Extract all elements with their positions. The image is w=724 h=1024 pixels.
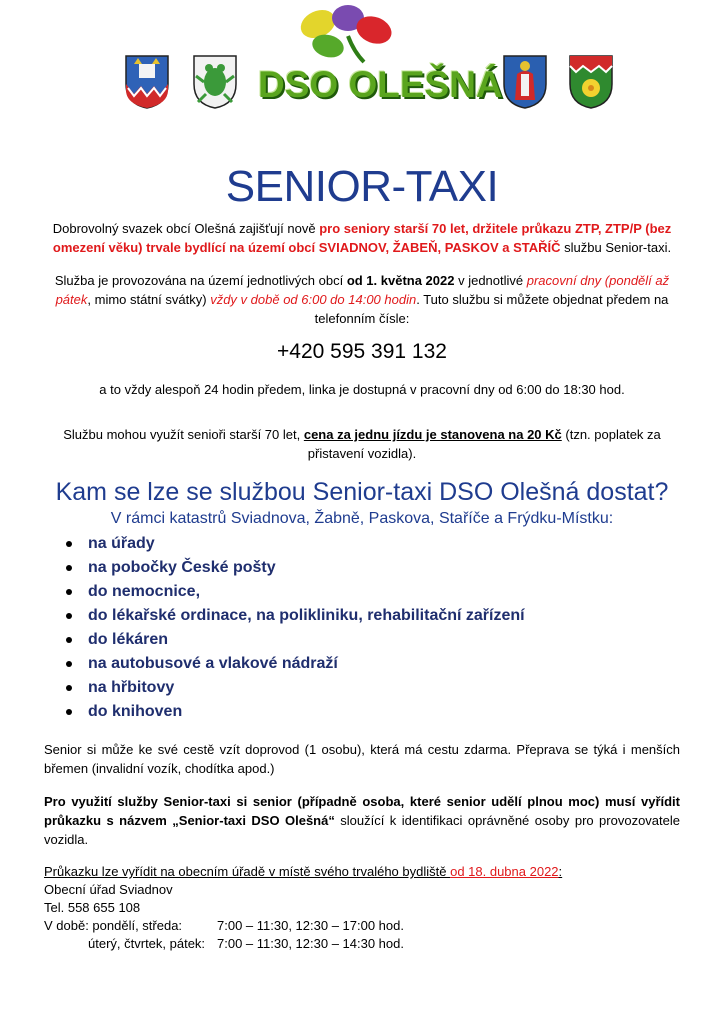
clover-logo-icon xyxy=(290,4,400,66)
logo-text: DSO OLEŠNÁ xyxy=(258,64,503,105)
service-text-h: . Tuto službu si můžete objednat předem na xyxy=(416,292,669,307)
price-text-c: (tzn. poplatek za xyxy=(561,427,661,442)
intro-paragraph xyxy=(30,219,694,257)
office-hours-1-value: 7:00 – 11:30, 12:30 – 17:00 hod. xyxy=(217,918,404,933)
intro-municipalities: omezení věku) trvale bydlící na území obcí SVIADNOV, ŽABEŇ, PASKOV a STAŘÍČ xyxy=(52,240,561,255)
price-paragraph xyxy=(30,425,694,463)
office-intro-text: Průkazku lze vyřídit na obecním úřadě v místě svého trvalého bydliště xyxy=(44,864,451,879)
office-name: Obecní úřad Sviadnov xyxy=(44,882,173,897)
office-hours-2-label: úterý, čtvrtek, pátek: xyxy=(88,936,206,951)
destinations-list xyxy=(66,532,525,724)
office-tel: Tel. 558 655 108 xyxy=(44,900,141,915)
list-item: na pobočky České pošty xyxy=(66,556,525,580)
service-text-f: , mimo státní svátky) xyxy=(87,292,211,307)
service-text-a: Služba je provozována na území jednotlivých obcí xyxy=(54,273,347,288)
service-paragraph xyxy=(30,271,694,328)
destinations-heading: Kam se lze se službou Senior-taxi DSO Olešná dostat? xyxy=(55,478,669,506)
list-item: do lékáren xyxy=(66,628,525,652)
office-colon: : xyxy=(558,864,563,879)
service-start-date: od 1. května 2022 xyxy=(346,273,455,288)
sviadnov-coat-of-arms-icon xyxy=(124,54,170,110)
price-text-d: přistavení vozidla). xyxy=(307,446,417,461)
zaben-coat-of-arms-icon xyxy=(192,54,238,110)
service-working-days: pracovní dny (pondělí až xyxy=(526,273,670,288)
companion-paragraph: Senior si může ke své cestě vzít doprovod (1 osobu), která má cestu zdarma. Přeprava se týká i menších břemen (invalidní vozík, chodítka apod.) xyxy=(44,742,680,776)
office-date: od 18. dubna 2022 xyxy=(450,864,559,879)
price-text-a: Službu mohou využít senioři starší 70 let, xyxy=(63,427,304,442)
paskov-coat-of-arms-icon xyxy=(502,54,548,110)
card-requirement: Pro využití služby Senior-taxi si senior (případně osoba, které senior udělí plnou moc) musí vyřídit průkazku s názvem „Senior-taxi DSO Olešná“ xyxy=(44,794,680,828)
list-item: na autobusové a vlakové nádraží xyxy=(66,652,525,676)
page-title: SENIOR-TAXI xyxy=(225,162,499,211)
list-item: na úřady xyxy=(66,532,525,556)
phone-number: +420 595 391 132 xyxy=(277,340,447,363)
list-item: do lékařské ordinace, na polikliniku, rehabilitační zařízení xyxy=(66,604,525,628)
service-text-c: v jednotlivé xyxy=(454,273,527,288)
staric-coat-of-arms-icon xyxy=(568,54,614,110)
office-hours-1-label: V době: pondělí, středa: xyxy=(44,918,183,933)
intro-text-a: Dobrovolný svazek obcí Olešná zajišťují nově xyxy=(52,221,320,236)
service-hours: vždy v době od 6:00 do 14:00 hodin xyxy=(210,292,417,307)
destinations-subheading: V rámci katastrů Sviadnova, Žabně, Paskova, Staříče a Frýdku-Místku: xyxy=(110,510,614,527)
intro-eligibility: pro seniory starší 70 let, držitele průkazu ZTP, ZTP/P (bez xyxy=(319,221,672,236)
office-hours-2-value: 7:00 – 11:30, 12:30 – 14:30 hod. xyxy=(217,936,404,951)
advance-note: a to vždy alespoň 24 hodin předem, linka je dostupná v pracovní dny od 6:00 do 18:30 hod. xyxy=(99,382,625,397)
office-intro xyxy=(44,862,562,881)
card-purpose: sloužící k identifikaci oprávněné osoby pro provozovatele vozidla. xyxy=(44,813,680,847)
price-amount: cena za jednu jízdu je stanovena na 20 Kč xyxy=(303,427,562,442)
list-item: do nemocnice, xyxy=(66,580,525,604)
header xyxy=(0,0,724,125)
list-item: do knihoven xyxy=(66,700,525,724)
intro-text-d: službu Senior-taxi. xyxy=(560,240,672,255)
service-friday: pátek xyxy=(55,292,88,307)
card-paragraph xyxy=(44,792,680,849)
list-item: na hřbitovy xyxy=(66,676,525,700)
service-text-i: telefonním čísle: xyxy=(314,311,410,326)
